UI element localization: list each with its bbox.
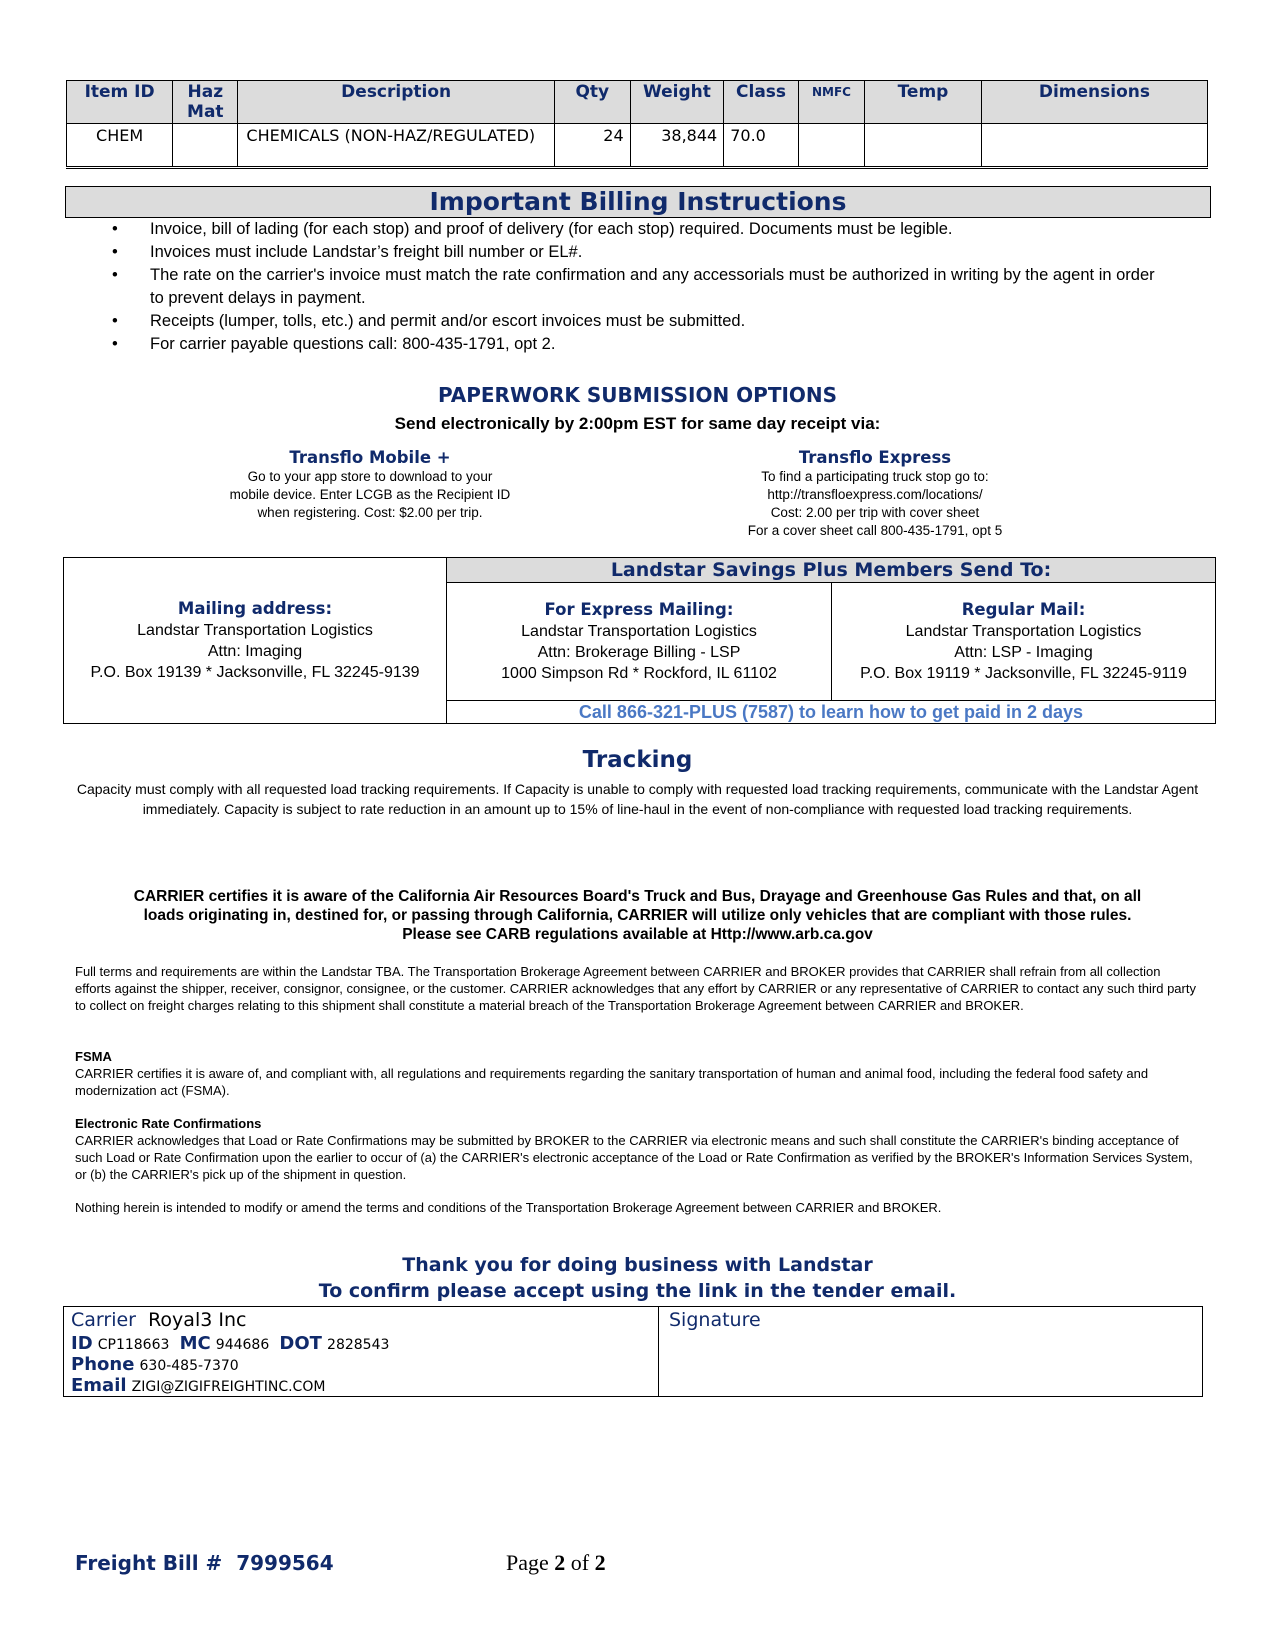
carrier-id: CP118663	[97, 1337, 170, 1353]
address-line: P.O. Box 19119 * Jacksonville, FL 32245-9119	[860, 665, 1187, 682]
col-qty: Qty	[554, 81, 630, 124]
billing-list	[108, 218, 1168, 356]
savings-plus-header: Landstar Savings Plus Members Send To:	[447, 558, 1215, 583]
erc-text: CARRIER acknowledges that Load or Rate Confirmations may be submitted by BROKER to the CARRIER via electronic means and such shall constitute the CARRIER's binding acceptance of such Load or Rate Confirmation upon the earlier to occur of (a) the CARRIER's electronic acceptance of the Load or Rate Confirmation as verified by the BROKER's Information Services System, or (b) the CARRIER's pick up of the shipment in question.	[75, 1133, 1193, 1182]
transflo-mobile-line: mobile device. Enter LCGB as the Recipient ID	[229, 487, 511, 502]
freight-bill	[75, 1551, 334, 1575]
col-class: Class	[724, 81, 799, 124]
transflo-express-title: Transflo Express	[798, 448, 952, 467]
tracking-title: Tracking	[582, 747, 693, 773]
col-haz-mat: Haz Mat	[173, 81, 238, 124]
fsma-title: FSMA	[75, 1049, 112, 1064]
col-description: Description	[238, 81, 555, 124]
col-temp: Temp	[865, 81, 982, 124]
carrier-phone: 630-485-7370	[139, 1358, 239, 1374]
address-line: Landstar Transportation Logistics	[905, 623, 1142, 640]
erc-title: Electronic Rate Confirmations	[75, 1116, 262, 1131]
address-box	[63, 557, 1216, 724]
mc-label: MC	[179, 1333, 211, 1354]
carrier-info	[64, 1307, 659, 1396]
phone-label: Phone	[71, 1354, 135, 1375]
address-line: Landstar Transportation Logistics	[521, 623, 757, 640]
page-total: 2	[594, 1550, 606, 1575]
paperwork-title: PAPERWORK SUBMISSION OPTIONS	[437, 383, 838, 407]
cell-haz-mat	[173, 124, 238, 168]
page-number	[506, 1550, 606, 1576]
address-line: 1000 Simpson Rd * Rockford, IL 61102	[501, 665, 777, 682]
list-item: • Invoices must include Landstar’s freight bill number or EL#.	[112, 243, 583, 261]
cell-item-id: CHEM	[67, 124, 173, 168]
transflo-mobile	[180, 448, 560, 522]
carb-line: loads originating in, destined for, or passing through California, CARRIER will utilize only vehicles that are compliant with those rules.	[143, 907, 1132, 924]
cell-qty: 24	[554, 124, 630, 168]
freight-bill-label: Freight Bill #	[75, 1551, 223, 1575]
address-line: P.O. Box 19139 * Jacksonville, FL 32245-9139	[90, 664, 420, 681]
express-mailing-title: For Express Mailing:	[544, 600, 734, 619]
transflo-mobile-title: Transflo Mobile +	[289, 448, 451, 467]
list-item: • Invoice, bill of lading (for each stop) and proof of delivery (for each stop) required. Documents must be legible.	[112, 220, 953, 238]
address-line: Attn: Imaging	[207, 643, 303, 660]
address-line: Landstar Transportation Logistics	[137, 622, 373, 639]
carb-line: Please see CARB regulations available at Http://www.arb.ca.gov	[402, 926, 873, 943]
cell-temp	[865, 124, 982, 168]
email-label: Email	[71, 1375, 127, 1396]
carb-line: CARRIER certifies it is aware of the California Air Resources Board's Truck and Bus, Drayage and Greenhouse Gas Rules and that, on all	[133, 888, 1142, 905]
id-label: ID	[71, 1333, 93, 1354]
thanks-line: Thank you for doing business with Landstar	[402, 1254, 873, 1276]
mailing-address	[64, 558, 447, 723]
col-dimensions: Dimensions	[981, 81, 1207, 124]
items-table	[66, 80, 1208, 169]
express-mailing-address	[447, 583, 832, 701]
col-item-id: Item ID	[67, 81, 173, 124]
paperwork-subtitle: Send electronically by 2:00pm EST for same day receipt via:	[394, 414, 881, 433]
transflo-express	[690, 448, 1060, 540]
transflo-express-line: For a cover sheet call 800-435-1791, opt 5	[747, 523, 1003, 538]
cell-dimensions	[981, 124, 1207, 168]
mailing-address-title: Mailing address:	[177, 599, 333, 618]
carrier-label: Carrier	[71, 1309, 136, 1331]
tba-terms: Full terms and requirements are within the Landstar TBA. The Transportation Brokerage Agreement between CARRIER and BROKER provides that CARRIER shall refrain from all collection efforts against the shipper, receiver, consignor, consignee, or the customer. CARRIER acknowledges that any effort by CARRIER or any representative of CARRIER to contact any such third party to collect on freight charges relating to this shipment shall constitute a material breach of the Transportation Brokerage Agreement between CARRIER and BROKER.	[75, 964, 1196, 1013]
dot-label: DOT	[279, 1333, 322, 1354]
transflo-mobile-line: when registering. Cost: $2.00 per trip.	[257, 505, 483, 520]
confirm-line: To confirm please accept using the link in the tender email.	[318, 1280, 957, 1302]
carrier-mc: 944686	[215, 1337, 270, 1353]
page-word: Page	[506, 1550, 549, 1575]
carrier-dot: 2828543	[327, 1337, 390, 1353]
cell-nmfc	[798, 124, 864, 168]
address-line: Attn: LSP - Imaging	[954, 644, 1093, 661]
tracking-text: Capacity must comply with all requested load tracking requirements. If Capacity is unable to comply with requested load tracking requirements, communicate with the Landstar Agent immediately. Capacity is subject to rate reduction in an amount up to 15% of line-haul in the event of non-compliance with requested load tracking requirements.	[76, 781, 1199, 817]
cell-weight: 38,844	[630, 124, 724, 168]
list-item: • Receipts (lumper, tolls, etc.) and permit and/or escort invoices must be submitted.	[112, 312, 746, 330]
transflo-mobile-line: Go to your app store to download to your	[247, 469, 493, 484]
table-header-row	[67, 81, 1208, 124]
col-nmfc: NMFC	[798, 81, 864, 124]
page-current: 2	[554, 1550, 566, 1575]
signature-label: Signature	[669, 1309, 761, 1331]
list-item: • For carrier payable questions call: 800-435-1791, opt 2.	[112, 335, 556, 353]
fsma-text: CARRIER certifies it is aware of, and compliant with, all regulations and requirements regarding the sanitary transportation of human and animal food, including the federal food safety and modernization act (FSMA).	[75, 1066, 1149, 1098]
transflo-express-line: Cost: 2.00 per trip with cover sheet	[770, 505, 980, 520]
address-line: Attn: Brokerage Billing - LSP	[537, 644, 741, 661]
carrier-email: ZIGI@ZIGIFREIGHTINC.COM	[131, 1379, 326, 1395]
cell-description: CHEMICALS (NON-HAZ/REGULATED)	[238, 124, 555, 168]
regular-mail-address	[832, 583, 1215, 701]
freight-bill-number: 7999564	[236, 1551, 334, 1575]
list-item: • The rate on the carrier's invoice must match the rate confirmation and any accessorials must be authorized in writing by the agent in order to prevent delays in payment.	[112, 266, 1155, 307]
regular-mail-title: Regular Mail:	[961, 600, 1086, 619]
billing-title: Important Billing Instructions	[65, 186, 1211, 218]
cell-class: 70.0	[724, 124, 799, 168]
nothing-herein: Nothing herein is intended to modify or amend the terms and conditions of the Transportation Brokerage Agreement between CARRIER and BROKER.	[75, 1200, 942, 1215]
col-weight: Weight	[630, 81, 724, 124]
table-row	[67, 124, 1208, 168]
carrier-box	[63, 1306, 1203, 1397]
transflo-express-link[interactable]: http://transfloexpress.com/locations/	[767, 487, 983, 502]
carrier-name: Royal3 Inc	[148, 1309, 247, 1331]
of-word: of	[570, 1550, 590, 1575]
savings-plus-call: Call 866-321-PLUS (7587) to learn how to get paid in 2 days	[578, 702, 1084, 722]
transflo-express-line: To find a participating truck stop go to:	[761, 469, 989, 484]
carb-notice	[40, 887, 1235, 944]
